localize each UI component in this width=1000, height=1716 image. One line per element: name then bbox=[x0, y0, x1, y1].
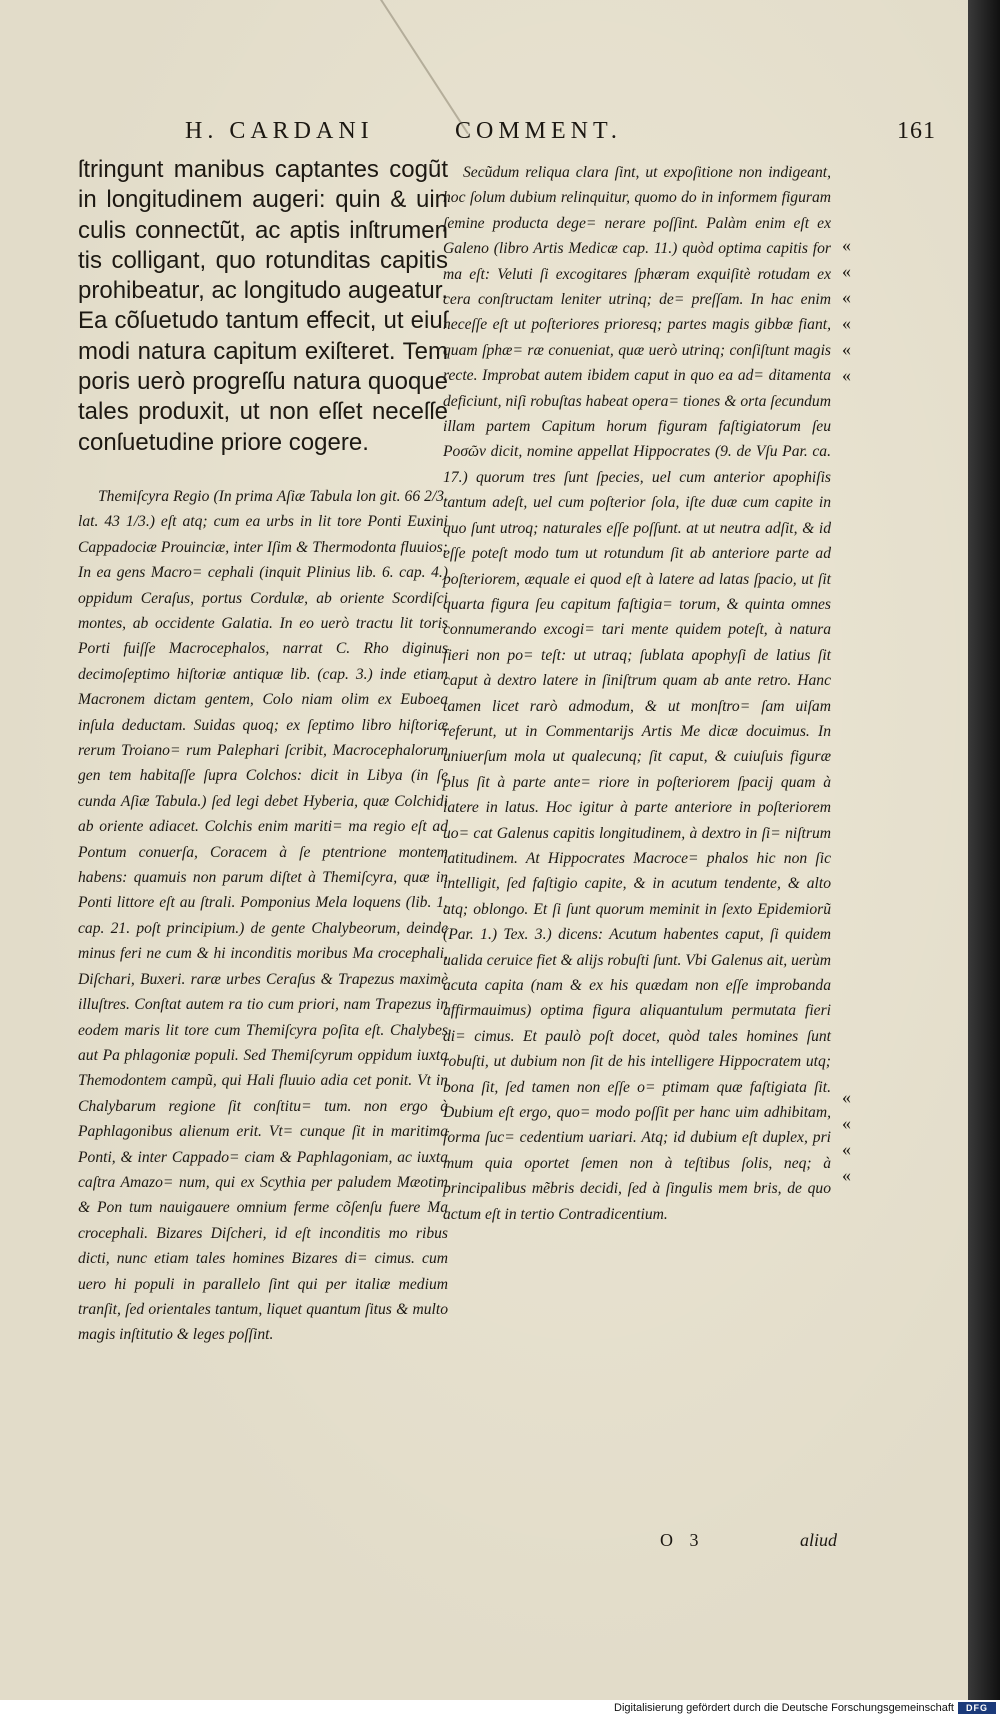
quote-mark: « bbox=[842, 287, 851, 307]
quote-mark: « bbox=[842, 365, 851, 385]
running-header bbox=[0, 118, 968, 158]
main-text-paragraph: ſtringunt manibus captantes cogũt in longitudinem augeri: quin & uin culis connectũt, ac aptis inſtrumen tis colligant, quo rotunditas capitis prohibeatur, ac longitudo augeatur. Ea cõſuetudo tantum effecit, ut eiuſ modi natura capitum exiſteret. Tem poris uerò progreſſu natura quoque tales produxit, ut non eſſet neceſſe conſuetudine priore cogere. bbox=[78, 156, 448, 456]
digitization-footer bbox=[0, 1700, 1000, 1716]
quote-mark: « bbox=[842, 261, 851, 281]
commentary-right: Secũdum reliqua clara ſint, ut expoſitione non indigeant, hoc ſolum dubium relinquitur, quomo do in informem figuram ſemine producta dege= nerare poſſint. Palàm enim eſt ex Galeno (libro Artis Medicæ cap. 11.) quòd optima capitis for ma eſt: Veluti ſi excogitares ſphæram exquiſitè rotudam ex cera conſtructam leniter utrinq; de= preſſam. In hac enim neceſſe eſt ut poſteriores prioresq; partes magis gibbæ fiant, quam ſphæ= ræ conueniat, quæ uerò utrinq; conſiſtunt magis recte. Improbat autem ibidem caput in quo ea ad= ditamenta deficiunt, niſi robuſtas habeat opera= tiones & orta ſecundum illam partem Capitum horum figuram faſtigiatorum ſeu Ροσῶν dicit, nomine appellat Hippocrates (9. de Vſu Par. ca. 17.) quorum tres ſunt ſpecies, uel cum anterior apophiſis tantum adeſt, uel cum poſterior ſola, iſte duæ cum capite in quo ſunt utroq; naturales eſſe poſſunt. at ut neutra adſit, & id eſſe poteſt modo tum ut rotundum ſit ab anteriore parte ad poſteriorem, æquale ei quod eſt à latere ad latas ſpacio, ut ſit quarta figura ſeu capitum faſtigia= torum, & quinta omnes connumerando excogi= tari mente quidem poteſt, à natura fieri non po= teſt: ut utraq; ſublata apophyſi de latius ſit caput à dextro latere in ſiniſtrum quam ab ante retro. Hanc tamen licet rarò admodum, & ut monſtro= ſam uiſam referunt, ut in Commentarijs Artis Me dicæ docuimus. In uniuerſum mola ut qualecunq; ſit caput, & cuiuſuis figuræ plus ſit à parte ante= riore in poſteriorem ſpacij quam à latere in latus. Hoc igitur à parte anteriore in poſteriorem uo= cat Galenus capitis longitudinem, à dextro in ſi= niſtrum latitudinem. At Hippocrates Macroce= phalos hic non ſic intelligit, ſed faſtigio capite, & in acutum tendente, & alto atq; oblongo. Et ſi ſunt quorum meminit in ſexto Epidemiorũ (Par. 1.) Tex. 3.) dicens: Acutum habentes caput, ſi quidem ualida ceruice fiet & alijs robuſti ſunt. Vbi Galenus ait, uerùm acuta capita (nam & ex his quædam non eſſe improbanda affirmauimus) optima figura aliquantulum permutata fieri di= cimus. Et paulò poſt docet, quòd tales homines ſunt robuſti, ut dubium non ſit de his intelligere Hippocratem utq; bona ſit, ſed tamen non eſſe o= ptimam quæ faſtigiata ſit. Dubium eſt ergo, quo= modo poſſit per hanc uim adhibitam, forma ſuc= cedentium uariari. Atq; id dubium eſt duplex, pri mum quia oportet ſemen non à teſtibus ſolis, neq; à principalibus mẽbris decidi, ſed à ſingulis mem bris, de quo actum eſt in tertio Contradicentium. bbox=[443, 164, 831, 1223]
signature-line bbox=[0, 1530, 968, 1560]
quote-mark: « bbox=[842, 1139, 851, 1159]
right-column bbox=[443, 160, 831, 1227]
quote-mark: « bbox=[842, 235, 851, 255]
running-head-left: H. CARDANI bbox=[185, 118, 374, 144]
signature-mark: O 3 bbox=[660, 1530, 705, 1550]
quote-mark: « bbox=[842, 1087, 851, 1107]
quote-mark: « bbox=[842, 1165, 851, 1185]
quote-mark: « bbox=[842, 1113, 851, 1133]
left-column bbox=[78, 155, 448, 1348]
margin-quote-marks bbox=[842, 0, 862, 1700]
catchword: aliud bbox=[800, 1530, 838, 1550]
scan-border bbox=[968, 0, 1000, 1700]
dfg-logo: DFG bbox=[958, 1702, 996, 1714]
page-fold-crease bbox=[380, 0, 469, 134]
running-head-right: COMMENT. bbox=[455, 118, 622, 144]
quote-mark: « bbox=[842, 339, 851, 359]
page-number: 161 bbox=[897, 118, 936, 144]
commentary-left: Themiſcyra Regio (In prima Aſiæ Tabula lon git. 66 2/3. lat. 43 1/3.) eſt atq; cum ea urbs in lit tore Ponti Euxini Cappadociæ Prouinciæ, inter Iſim & Thermodonta fluuios: In ea gens Macro= cephali (inquit Plinius lib. 6. cap. 4.) oppidum Ceraſus, portus Cordulæ, ab oriente Scordiſci montes, ab occidente Galatia. In eo uerò tractu lit toris Porti fuiſſe Macrocephalos, narrat C. Rho diginus decimoſeptimo hiſtoriæ antiquæ lib. (cap. 3.) inde etiam Macronem dictam gentem, Colo niam olim ex Euboea inſula deductam. Suidas quoq; ex ſeptimo libro hiſtoriæ rerum Troiano= rum Palephari ſcribit, Macrocephalorum gen tem habitaſſe ſupra Colchos: dicit in Libya (in ſe cunda Aſiæ Tabula.) ſed legi debet Hyberia, quæ Colchidi ab oriente adiacet. Colchis enim mariti= ma regio eſt ad Pontum conuerſa, Coracem à ſe ptentrione montem habens: quamuis non parum diſtet à Themiſcyra, quæ in Ponti littore eſt au ſtrali. Pomponius Mela loquens (lib. 1. cap. 21. poſt principium.) de gente Chalybeorum, deinde minus feri ne cum & hi inconditis moribus Ma crocephali, Diſchari, Buxeri. raræ urbes Ceraſus & Trapezus maximè illuſtres. Conſtat autem ra tio cum priori, nam Trapezus in eodem maris lit tore cum Themiſcyra poſita eſt. Chalybes aut Pa phlagoniæ populi. Sed Themiſcyrum oppidum iuxta Themodontem campũ, qui Hali fluuio adia cet ponit. Vt in Chalybarum regione ſit conſtitu= tum. non ergo à Paphlagonibus alienum erit. Vt= cunque ſit in maritima Ponti, & inter Cappado= ciam & Paphlagoniam, ac iuxta caſtra Amazo= num, qui ex Scythia per paludem Mæotim & Pon tum nauigauere omnium ferme cõſenſu fuere Ma crocephali. Bizares Diſcheri, id eſt inconditis mo ribus dicti, nunc etiam tales homines Bizares di= cimus. cum uero hi populi in parallelo ſint qui per italiæ medium tranſit, ſed orientales tantum, liquet quantum ſitus & multo magis inſtitutio & leges poſſint. bbox=[78, 487, 448, 1344]
footer-credit-text: Digitalisierung gefördert durch die Deutsche Forschungsgemeinschaft bbox=[614, 1702, 954, 1714]
quote-mark: « bbox=[842, 313, 851, 333]
